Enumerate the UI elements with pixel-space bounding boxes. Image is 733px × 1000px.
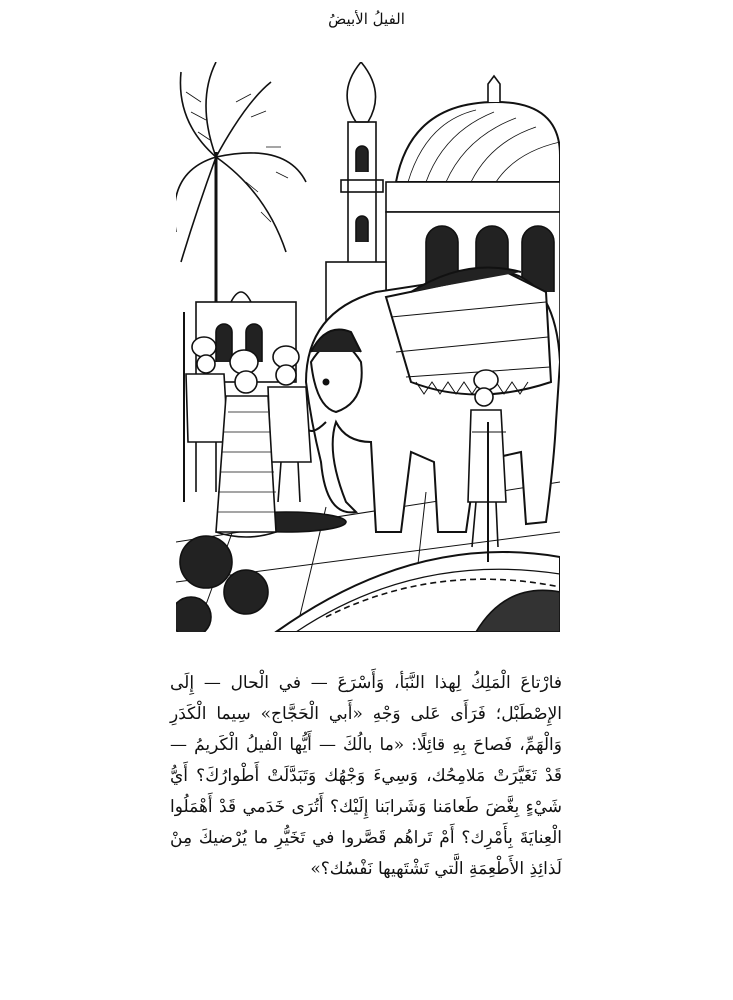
white-elephant xyxy=(306,268,560,533)
fountain xyxy=(276,552,560,632)
white-elephant-illustration xyxy=(176,62,560,632)
page-title: الفيلُ الأبيضُ xyxy=(328,10,405,28)
story-paragraph: فارْتاعَ الْمَلِكُ لِهذا النَّبَأ، وَأَسْرَعَ — في الْحال — إِلَى الإِصْطَبْل؛ فَرَأَى عَلى وَجْهِ «أَبي الْحَجَّاج» سِيما الْكَدَرِ وَالْهَمِّ، فَصاحَ بِهِ قائِلًا: «ما بالُكَ — أَيُّها الْفيلُ الْكَريمُ — قَدْ تَغَيَّرَتْ مَلامِحُك، وَسِيءَ وَجْهُك وَتَبَدَّلَتْ أَطْوارُكَ؟ أَيُّ شَيْءٍ بِغَّضَ طَعامَنا وَشَرابَنا إِلَيْك؟ أَتُرَى خَدَمي قَدْ أَهْمَلُوا الْعِنايَةَ بِأَمْرِك؟ أَمْ تَراهُم قَصَّروا في تَخَيُّرِ ما يُرْضيكَ مِنْ لَذائِذِ الأَطْعِمَةِ الَّتي تَشْتَهيها نَفْسُك؟» xyxy=(170,673,562,879)
palm-tree xyxy=(176,62,306,302)
